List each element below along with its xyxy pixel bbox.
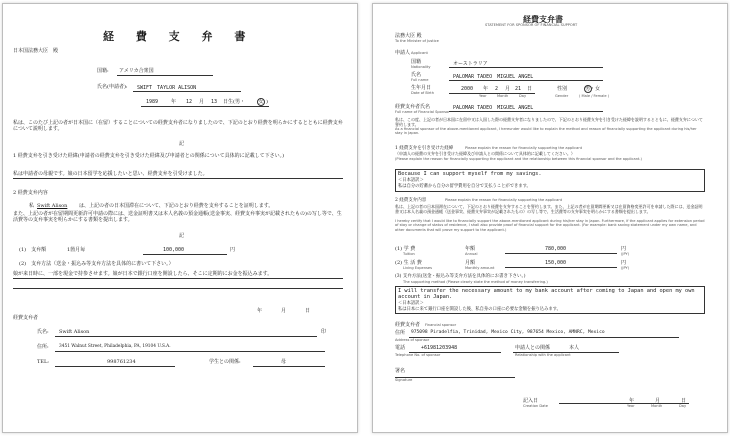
applicant-heading: 申請人 xyxy=(395,50,411,56)
q2-body-en: I hereby certify that I would like to financially support the above-mentioned applicant during his/her stay in Japan. Furthermore, if the applicant applies for extension period of stay or change of status of residence, I shall also provide proof of financial support for the applicant. (For example: bank saving statement under my own name, and other documents that will prove my support to the applicant.) xyxy=(395,219,705,232)
intro-jp: 私は、この度、上記の者が日本国に在留中又は入国した際の経費支弁者になりましたので、下記のとおり経費支弁を引き受けた経緯を説明するとともに、経費支弁について誓約します。 xyxy=(395,117,703,127)
q3-answer-en: I will transfer the necessary amount to my bank account after coming to Japan and open my own account in Japan. xyxy=(398,288,695,301)
address-label: 住所: xyxy=(37,344,49,350)
relationship-value: 母 xyxy=(281,359,287,365)
intro-en: As a financial sponsor of the above-mentioned applicant, I hereunder would like to explain the method and reason of financially supporting the applicant during his/her stay in Japan. xyxy=(395,127,697,136)
birth-day-unit: 日生(男・ xyxy=(223,99,245,105)
sponsor-name: Swift Alison xyxy=(59,329,90,335)
amount-label: (1) 支弁額 xyxy=(19,247,47,253)
method-body: 娘が来日時に、一部を現金で持参させます。娘が日本で銀行口座を開設したら、そこに定期的にお金を振込みます。 xyxy=(13,271,273,277)
intro-text: 私は、このたび上記の者が日本国に（在留）することについての経費支弁者になりましたので、下記のとおり経費を明らかにするとともに経費支弁について説明します。 xyxy=(13,120,343,132)
sponsor-address: 3451 Walnut Street, Philadelphia, PA, 19104 U.S.A. xyxy=(59,344,171,349)
tel-label: TEL: xyxy=(37,359,49,365)
ki-heading: 記 xyxy=(179,141,185,147)
q1-answer-jp: 私は自分の貯蓄から自分の留学費用を自分で支払うことができます。 xyxy=(398,184,531,189)
sponsor-tel: +61981203948 xyxy=(421,345,458,351)
sex-circled: 女 xyxy=(258,99,264,105)
signature-label: Signature xyxy=(395,378,413,382)
tuition-value: 780,000 xyxy=(545,246,567,252)
amount-value: 100,000 xyxy=(163,247,185,253)
relationship-value: 本人 xyxy=(569,345,580,351)
q1-answer-en: Because I can support myself from my savings. xyxy=(398,171,542,177)
method-label: (2) 支弁方法（送金・振込み等支弁方法を具体的に書いて下さい。） xyxy=(19,261,174,267)
birth-year: 1989 xyxy=(146,99,159,105)
section2-title: 2 経費支弁内容 xyxy=(13,190,48,196)
applicant-value: SWIFT TAYLOR ALISON xyxy=(137,85,197,91)
sponsor-name-inline: Swift Alison xyxy=(37,203,68,209)
addressee: 日本国法務大臣 殿 xyxy=(13,48,59,54)
applicant-nationality: オーストラリア xyxy=(453,61,488,67)
ki-heading-2: 記 xyxy=(179,233,185,239)
applicant-label: 氏名(申請者): xyxy=(97,84,128,90)
name-label: 氏名: xyxy=(37,329,49,335)
page-title: 経 費 支 弁 書 xyxy=(103,30,255,43)
page-subtitle: STATEMENT FOR SPONSOR OF FINANCIAL SUPPORT xyxy=(485,23,578,27)
to-jp: 法務大臣 殿 xyxy=(395,33,422,39)
right-document-page: 経費支弁書 STATEMENT FOR SPONSOR OF FINANCIAL SUPPORT 法務大臣 殿 To the Minister of Justice 申請人 Applicant 国籍 Nationality オーストラリア 氏名 Full name PALOMAR TADEO MIGUEL ANGEL 生年月日 Date of Birth 2000 年 2 月 21 日 Year Month Day 性別 Gender 男・女 ( Male / Female ) 経費支弁者氏名 Full name of Financial Sponsor PALOMAR TADEO MIGUEL ANGEL 私は、この度、上記の者が日本国に在留中又は入国した際の経費支弁者になりましたので、下記のとおり経費支弁を引き受けた経緯を説明するとともに、経費支弁について誓約します。 As a financial sponsor of the above-mentioned applicant, I hereunder would like to explain the method and reason of financially supporting the applicant during his/her stay in Japan. 1 経費支弁を引き受けた経緯 Please explain the reason for financially supporting the applicant （申請人の経費の支弁を引き受けた経緯及び申請人との関係について具体的に記載してください。） (Please explain the reason for financially supporting the applicant and the relationship between this financial sponsor and the applicant.) Because I can support myself from my savings. ＜日本語訳＞ 私は自分の貯蓄から自分の留学費用を自分で支払うことができます。 2 経費支弁内容 Please explain the reason for financially supporting the applicant 私は、上記の者の日本国滞在について、下記のとおり経費を支弁することを誓約します。また、上記の者が在留期間更新又は在留資格変更許可を申請した際には、送金証明書又は本人名義の預金通帳（送金事実、経費支弁事実が記載されたもの）の写し等で、生活費等の支弁事実を明らかにする書類を提出します。 I hereby certify that I would like to financially support the above-mentioned applicant during his/her stay in Japan. Furthermore, if the applicant applies for extension period of stay or change of status of residence, I shall also provide proof of financial support for the applicant. (For example: bank saving statement under my own name, and other documents that will prove my support to the applicant.) (1) 学 費 Tuition 年額 Annual 780,000 円 (JPY) (2) 生 活 費 Living Expenses 月額 Monthly amount 150,000 円 (JPY) (3) 支弁方法(送金・振込み等支弁方法を具体的にお書き下さい。) The supporting method (Please clearly state the method of money transferring.) I will transfer the necessary amount to my bank account after coming to Japan and open my own account in Japan. ＜日本語訳＞ 私は日本に来て銀行口座を開設した後、私自身の口座に必要な金額を振り込みます。 経費支弁者 Financial sponsor 住所 975098 Piradelfia, Trinidad, Mexico City, 987654 Mexico, AMNRC, Mexico Address of sponsor 電話 +61981203948 Telephone No. of sponsor 申請人との関係 本人 Relationship with the applicant 署名 Signature 記入日 Creation Date 年 月 日 Year Month Day xyxy=(372,3,728,433)
birth-day: 13 xyxy=(211,99,218,105)
gender-circle xyxy=(584,85,592,93)
applicant-name: PALOMAR TADEO MIGUEL ANGEL xyxy=(453,74,534,80)
q3-answer-jp: 私は日本に来て銀行口座を開設した後、私自身の口座に必要な金額を振り込みます。 xyxy=(398,307,561,312)
q2-body-jp: 私は、上記の者の日本国滞在について、下記のとおり経費を支弁することを誓約します。また、上記の者が在留期間更新又は在留資格変更許可を申請した際には、送金証明書又は本人名義の預金通帳（送金事実、経費支弁事実が記載されたもの）の写し等で、生活費等の支弁事実を明らかにする書類を提出します。 xyxy=(395,204,703,214)
section2-body: また、上記の者が在留期間更新許可申請の際には、送金証明書又は本人名義の預金通帳(送金事実、経費支弁事実が記載されたもの)の写し等で、生活費等の支弁事実を明らかにする書類を提出します。 xyxy=(13,211,342,223)
dob-day: 21 xyxy=(515,86,522,92)
dob-year: 2000 xyxy=(461,86,474,92)
q2-title: 2 経費支弁内容 xyxy=(395,198,427,203)
dob-month: 2 xyxy=(495,86,499,92)
sponsor-name-label: 経費支弁者氏名 xyxy=(395,104,431,110)
relationship-label: 学生との関係: xyxy=(209,359,241,365)
sponsor-tel: 998761234 xyxy=(107,359,136,365)
amount-unit: 1箇月毎 xyxy=(67,247,86,253)
living-expenses-value: 150,000 xyxy=(545,260,567,266)
page-title: 経費支弁書 xyxy=(523,14,563,24)
section1-body: 私は申請者の母親です。娘の日本留学を応援したいと思い、経費支弁を引受けました。 xyxy=(13,171,208,177)
q1-title: 1 経費支弁を引き受けた経緯 xyxy=(395,146,454,151)
birth-year-unit: 年 xyxy=(171,99,177,105)
sponsor-name-value: PALOMAR TADEO MIGUEL ANGEL xyxy=(453,105,534,111)
birth-month: 12 xyxy=(186,99,193,105)
birth-month-unit: 月 xyxy=(199,99,205,105)
nationality-label: 国籍: xyxy=(97,68,109,74)
sponsor-address: 975098 Piradelfia, Trinidad, Mexico City, 987654 Mexico, AMNRC, Mexico xyxy=(411,330,605,335)
gender-value: 男・女 xyxy=(585,86,601,92)
q3-title: (3) 支弁方法(送金・振込み等支弁方法を具体的にお書き下さい。) xyxy=(395,274,526,279)
sponsor-label: 経費支弁者 xyxy=(13,315,39,321)
left-document-page: 経 費 支 弁 書 日本国法務大臣 殿 国籍: アメリカ合衆国 氏名(申請者): SWIFT TAYLOR ALISON 1989 年 12 月 13 日生(男・ 女 ) 私は、このたび上記の者が日本国に（在留）することについての経費支弁者になりましたので、下記のとおり経費を明らかにするとともに経費支弁について説明します。 記 1 経費支弁を引き受けた経緯(申請者の経費支弁を引き受けた経緯及び申請者との関係について具体的に記載して下さい。) 私は申請者の母親です。娘の日本留学を応援したいと思い、経費支弁を引受けました。 2 経費支弁内容 私 Swift Alison は、上記の者の日本国滞在について、下記のとおり経費を支弁することを証明します。 また、上記の者が在留期間更新許可申請の際には、送金証明書又は本人名義の預金通帳(送金事実、経費支弁事実が記載されたもの)の写し等で、生活費等の支弁事実を明らかにする書類を提出します。 記 (1) 支弁額 1箇月毎 100,000 円 (2) 支弁方法（送金・振込み等支弁方法を具体的に書いて下さい。） 娘が来日時に、一部を現金で持参させます。娘が日本で銀行口座を開設したら、そこに定期的にお金を振込みます。 年 月 日 経費支弁者 氏名: Swift Alison 印 住所: 3451 Walnut Street, Philadelphia, PA, 19104 U.S.A. TEL: 998761234 学生との関係: 母 xyxy=(2,3,358,433)
section1-title: 1 経費支弁を引き受けた経緯(申請者の経費支弁を引き受けた経緯及び申請者との関係について具体的に記載して下さい。) xyxy=(13,153,285,159)
seal: 印 xyxy=(321,329,327,335)
nationality-value: アメリカ合衆国 xyxy=(119,68,154,74)
